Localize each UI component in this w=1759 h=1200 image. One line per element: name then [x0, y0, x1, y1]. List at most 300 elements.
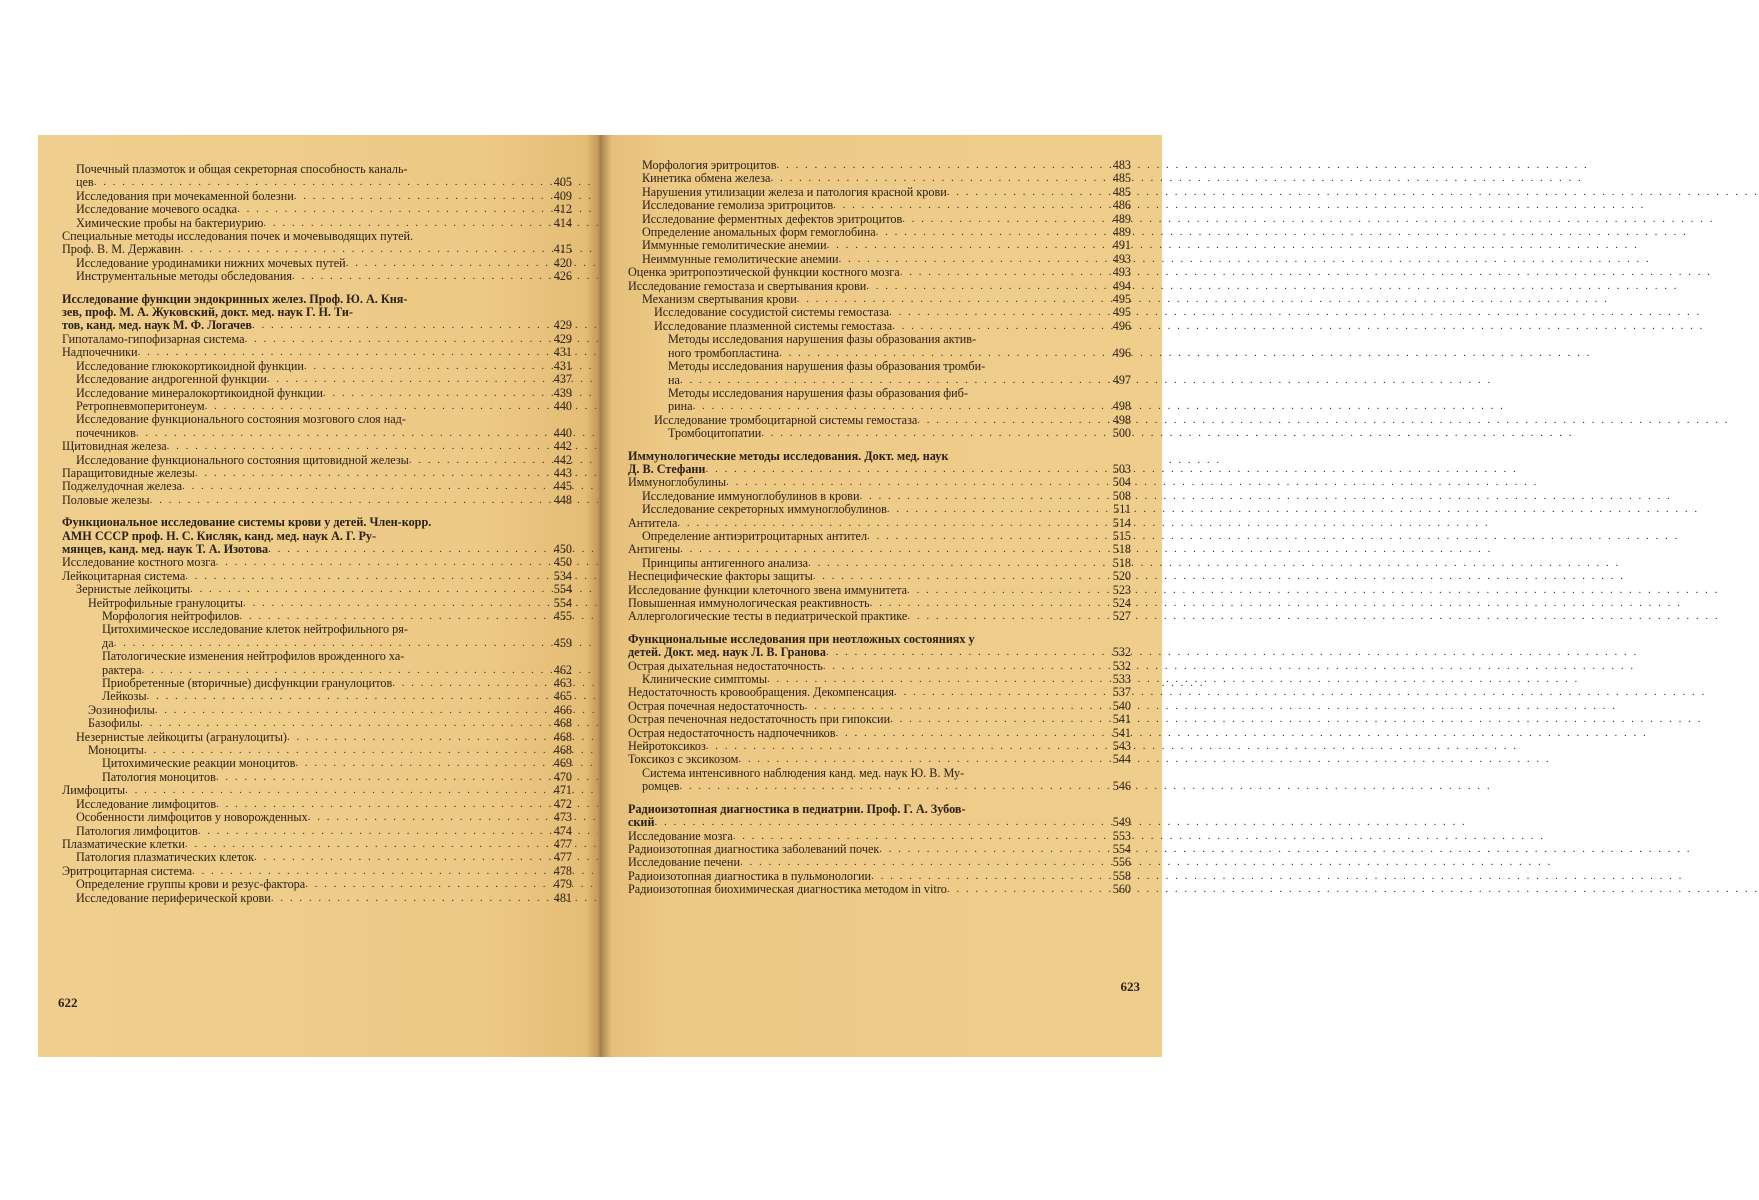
dot-leader — [947, 186, 1101, 199]
toc-entry-title: Исследование печени — [628, 855, 740, 870]
toc-entry — [62, 163, 572, 190]
toc-entry — [628, 530, 1131, 543]
toc-left — [62, 163, 572, 905]
toc-page-number: 537 — [1112, 685, 1131, 700]
toc-entry — [628, 767, 1131, 794]
toc-page-number: 558 — [1112, 868, 1131, 883]
dot-leader — [185, 570, 542, 583]
toc-page-number: 429 — [553, 331, 572, 346]
dot-leader — [947, 883, 1101, 896]
toc-page-number: 450 — [553, 541, 572, 556]
dot-leader — [295, 757, 542, 770]
toc-entry — [628, 414, 1131, 427]
toc-entry — [62, 717, 572, 730]
toc-entry-title: Исследование мочевого осадка — [76, 202, 238, 217]
toc-entry-title: Исследование гемостаза и свертывания крови — [628, 278, 867, 293]
toc-entry — [628, 490, 1131, 503]
toc-entry-title-continuation: ский — [628, 815, 655, 830]
toc-page-number: 503 — [1112, 461, 1131, 476]
toc-entry-title: Специальные методы исследования почек и мочевыводящих путей. — [62, 229, 414, 244]
toc-page-number: 440 — [553, 425, 572, 440]
dot-leader — [409, 454, 542, 467]
dot-leader — [346, 257, 542, 270]
toc-page-number: 489 — [1112, 225, 1131, 240]
toc-right — [628, 159, 1131, 897]
toc-entry — [62, 360, 572, 373]
toc-entry-title: Моноциты — [88, 743, 144, 758]
toc-page-number: 504 — [1112, 475, 1131, 490]
toc-entry-title: Острая почечная недостаточность — [628, 698, 805, 713]
dot-leader — [216, 798, 542, 811]
right-page — [598, 135, 1162, 1057]
toc-entry-title: Поджелудочная железа — [62, 479, 183, 494]
dot-leader — [294, 190, 542, 203]
toc-entry — [62, 690, 572, 703]
dot-leader — [677, 517, 1101, 530]
toc-entry-title-continuation: ного тромбопластина — [668, 345, 780, 360]
toc-entry — [628, 239, 1131, 252]
dot-leader — [726, 476, 1101, 489]
toc-page-number: 534 — [553, 568, 572, 583]
toc-entry — [628, 584, 1131, 597]
dot-leader — [823, 660, 1101, 673]
toc-entry — [62, 440, 572, 453]
toc-entry-title: Нейротоксикоз — [628, 739, 706, 754]
dot-leader — [827, 239, 1101, 252]
toc-entry — [62, 811, 572, 824]
toc-entry-title: Исследования при мочекаменной болезни — [76, 188, 294, 203]
toc-page-number: 508 — [1112, 488, 1131, 503]
dot-leader — [867, 530, 1101, 543]
dot-leader — [733, 830, 1101, 843]
toc-entry-title: Клинические симптомы — [642, 672, 768, 687]
dot-leader — [138, 346, 542, 359]
toc-entry-title-line: зев, проф. М. А. Жуковский, докт. мед. наук Г. Н. Ти- — [62, 305, 353, 320]
toc-page-number: 515 — [1112, 528, 1131, 543]
toc-entry-title: Механизм свертывания крови — [642, 292, 797, 307]
dot-leader — [243, 597, 542, 610]
dot-leader — [181, 243, 542, 256]
toc-entry — [62, 798, 572, 811]
toc-page-number: 546 — [1112, 779, 1131, 794]
dot-leader — [205, 400, 542, 413]
toc-entry — [62, 467, 572, 480]
toc-page-number: 465 — [553, 689, 572, 704]
toc-page-number: 489 — [1112, 211, 1131, 226]
toc-entry-title: Почечный плазмоток и общая секреторная способность каналь- — [76, 162, 408, 176]
dot-leader — [776, 159, 1101, 172]
toc-page-number: 415 — [553, 242, 572, 257]
toc-entry-title: Цитохимическое исследование клеток нейтрофильного ря- — [102, 622, 408, 637]
toc-entry-title: Кинетика обмена железа — [642, 171, 771, 186]
toc-entry — [628, 213, 1131, 226]
toc-entry — [628, 843, 1131, 856]
toc-entry-title: Особенности лимфоцитов у новорожденных — [76, 810, 308, 825]
toc-page-number: 442 — [553, 452, 572, 467]
toc-entry-title: Исследование иммуноглобулинов в крови — [642, 488, 860, 503]
toc-entry-title: Иммунологические методы исследования. Докт. мед. наук — [628, 448, 949, 463]
toc-page-number: 469 — [553, 756, 572, 771]
toc-entry-title: Исследование костного мозга — [62, 555, 216, 570]
toc-page-number: 479 — [553, 877, 572, 892]
dot-leader — [304, 360, 542, 373]
toc-entry — [628, 199, 1131, 212]
toc-entry — [62, 333, 572, 346]
dot-leader — [890, 713, 1101, 726]
toc-entry-title: Исследование периферической крови — [76, 890, 271, 905]
dot-leader — [392, 677, 542, 690]
toc-entry-title-continuation: мянцев, канд. мед. наук Т. А. Изотова — [62, 541, 269, 556]
toc-entry — [62, 480, 572, 493]
toc-page-number: 498 — [1112, 412, 1131, 427]
toc-entry-title: Половые железы — [62, 492, 150, 507]
toc-entry-title: Радиоизотопная диагностика в пульмонологии — [628, 868, 872, 883]
toc-entry — [62, 744, 572, 757]
toc-page-number: 496 — [1112, 318, 1131, 333]
dot-leader — [263, 217, 542, 230]
toc-entry-title-continuation: тов, канд. мед. наук М. Ф. Логачев — [62, 318, 253, 333]
dot-leader — [876, 226, 1101, 239]
toc-entry — [628, 570, 1131, 583]
toc-entry-title-continuation: рина — [668, 399, 693, 414]
toc-entry — [62, 583, 572, 596]
toc-entry — [628, 333, 1131, 360]
toc-page-number: 420 — [553, 255, 572, 270]
toc-entry-title: Эритроцитарная система — [62, 863, 193, 878]
toc-page-number: 494 — [1112, 278, 1131, 293]
toc-page-number: 540 — [1112, 698, 1131, 713]
toc-entry-title: Исследование минералокортикоидной функции — [76, 385, 323, 400]
toc-page-number: 459 — [553, 635, 572, 650]
toc-page-number: 495 — [1112, 305, 1131, 320]
toc-page-number: 468 — [553, 743, 572, 758]
toc-entry — [62, 784, 572, 797]
toc-entry — [62, 203, 572, 216]
toc-entry-title-continuation: да — [102, 635, 114, 650]
dot-leader — [125, 784, 542, 797]
toc-entry — [628, 660, 1131, 673]
toc-entry-title: Ретропневмоперитонеум — [76, 398, 205, 413]
book-gutter — [586, 135, 612, 1057]
toc-entry — [628, 597, 1131, 610]
toc-entry — [62, 677, 572, 690]
toc-entry — [62, 346, 572, 359]
toc-entry-title: Патология лимфоцитов — [76, 823, 198, 838]
toc-page-number: 498 — [1112, 399, 1131, 414]
toc-page-number: 440 — [553, 398, 572, 413]
toc-entry — [628, 753, 1131, 766]
folio-left: 622 — [58, 995, 78, 1010]
toc-page-number: 409 — [553, 188, 572, 203]
toc-page-number: 497 — [1112, 372, 1131, 387]
toc-entry — [62, 556, 572, 569]
toc-entry-title: Радиоизотопная биохимическая диагностика методом in vitro — [628, 882, 947, 897]
toc-entry-title: Неспецифические факторы защиты — [628, 569, 813, 584]
toc-entry — [628, 266, 1131, 279]
toc-entry-title: Исследование функционального состояния щитовидной железы — [76, 452, 409, 467]
toc-page-number: 477 — [553, 850, 572, 865]
toc-entry-title: Радиоизотопная диагностика в педиатрии. Проф. Г. А. Зубов- — [628, 801, 966, 816]
toc-page-number: 560 — [1112, 882, 1131, 897]
toc-entry — [62, 731, 572, 744]
toc-entry — [62, 190, 572, 203]
toc-entry-title: Методы исследования нарушения фазы образования фиб- — [668, 385, 968, 400]
toc-page-number: 486 — [1112, 198, 1131, 213]
dot-leader — [195, 467, 542, 480]
dot-leader — [144, 744, 542, 757]
toc-page-number: 554 — [1112, 841, 1131, 856]
dot-leader — [254, 851, 542, 864]
dot-leader — [167, 440, 542, 453]
toc-entry-title: Лейкоцитарная система — [62, 568, 186, 583]
toc-entry-title: Определение антиэритроцитарных антител — [642, 528, 868, 543]
toc-page-number: 483 — [1112, 158, 1131, 172]
toc-entry-title: Острая печеночная недостаточность при гипоксии — [628, 712, 891, 727]
toc-section-heading — [628, 803, 1131, 830]
toc-entry-title: Исследование функционального состояния мозгового слоя над- — [76, 412, 406, 427]
toc-entry-title-continuation: Д. В. Стефани — [628, 461, 706, 476]
toc-entry-title: Патология моноцитов — [102, 769, 216, 784]
dot-leader — [308, 811, 542, 824]
toc-entry — [628, 557, 1131, 570]
toc-entry — [62, 597, 572, 610]
toc-page-number: 481 — [553, 890, 572, 905]
toc-entry — [628, 306, 1131, 319]
toc-page-number: 485 — [1112, 171, 1131, 186]
toc-entry-title: Исследование секреторных иммуноглобулинов — [642, 502, 887, 517]
dot-leader — [887, 503, 1101, 516]
book-spread — [38, 135, 1162, 1057]
toc-entry — [628, 686, 1131, 699]
toc-entry-title: Морфология эритроцитов — [642, 158, 777, 172]
toc-page-number: 549 — [1112, 815, 1131, 830]
dot-leader — [680, 543, 1101, 556]
dot-leader — [237, 203, 542, 216]
toc-page-number: 471 — [553, 783, 572, 798]
dot-leader — [114, 637, 542, 650]
toc-entry — [62, 373, 572, 386]
toc-entry — [62, 387, 572, 400]
toc-entry-title: Паращитовидные железы — [62, 465, 195, 480]
dot-leader — [833, 199, 1101, 212]
toc-entry-title: Базофилы — [88, 716, 140, 731]
toc-page-number: 466 — [553, 702, 572, 717]
toc-entry — [62, 825, 572, 838]
dot-leader — [902, 213, 1101, 226]
toc-page-number: 533 — [1112, 672, 1131, 687]
toc-entry-title: Система интенсивного наблюдения канд. мед. наук Ю. В. Му- — [642, 765, 965, 780]
toc-page-number: 470 — [553, 769, 572, 784]
toc-entry — [62, 771, 572, 784]
dot-leader — [239, 610, 542, 623]
toc-entry-title: Лейкозы — [102, 689, 147, 704]
toc-page-number: 518 — [1112, 555, 1131, 570]
toc-page-number: 439 — [553, 385, 572, 400]
toc-page-number: 518 — [1112, 542, 1131, 557]
toc-page-number: 541 — [1112, 725, 1131, 740]
dot-leader — [268, 543, 542, 556]
toc-entry — [62, 217, 572, 230]
toc-page-number: 443 — [553, 465, 572, 480]
toc-entry-title: Недостаточность кровообращения. Декомпенсация — [628, 685, 894, 700]
toc-entry-title-continuation: детей. Докт. мед. наук Л. В. Гранова — [628, 645, 826, 660]
toc-entry — [62, 257, 572, 270]
toc-entry-title: Тромбоцитопатии — [668, 426, 762, 441]
toc-entry-title: Функциональное исследование системы крови у детей. Член-корр. — [62, 515, 432, 530]
dot-leader — [679, 780, 1101, 793]
toc-entry-title: Исследование гемолиза эритроцитов — [642, 198, 834, 213]
toc-entry-title: Нейтрофильные гранулоциты — [88, 595, 243, 610]
toc-entry-title: Исследование глюкокортикоидной функции — [76, 358, 304, 373]
dot-leader — [808, 557, 1101, 570]
toc-page-number: 554 — [553, 595, 572, 610]
toc-entry — [62, 865, 572, 878]
toc-entry-title: Приобретенные (вторичные) дисфункции гранулоцитов — [102, 676, 393, 691]
dot-leader — [779, 347, 1101, 360]
dot-leader — [147, 690, 542, 703]
toc-entry — [628, 856, 1131, 869]
dot-leader — [305, 878, 542, 891]
dot-leader — [192, 865, 542, 878]
dot-leader — [894, 686, 1101, 699]
toc-entry — [628, 159, 1131, 172]
toc-entry — [628, 360, 1131, 387]
dot-leader — [190, 583, 542, 596]
toc-entry-title: Иммуноглобулины — [628, 475, 727, 490]
dot-leader — [94, 176, 542, 189]
toc-page-number: 437 — [553, 372, 572, 387]
toc-entry-title: Исследование функции эндокринных желез. Проф. Ю. А. Кня- — [62, 291, 408, 306]
toc-entry-title: Морфология нейтрофилов — [102, 609, 240, 623]
dot-leader — [866, 280, 1101, 293]
dot-leader — [859, 490, 1101, 503]
toc-entry — [628, 727, 1131, 740]
toc-entry-title: Методы исследования нарушения фазы образования тромби- — [668, 359, 986, 374]
toc-entry-title: Исследование тромбоцитарной системы гемостаза — [654, 412, 918, 427]
toc-entry-title: Принципы антигенного анализа — [642, 555, 809, 570]
toc-entry — [62, 878, 572, 891]
toc-entry-title: Исследование мозга — [628, 828, 733, 843]
toc-entry-title-continuation: почечников — [76, 425, 136, 440]
toc-entry-title: Исследование уродинамики нижних мочевых путей — [76, 255, 346, 270]
dot-leader — [839, 253, 1101, 266]
toc-page-number: 500 — [1112, 426, 1131, 441]
toc-entry — [628, 830, 1131, 843]
toc-page-number: 468 — [553, 729, 572, 744]
toc-entry — [628, 172, 1131, 185]
toc-entry-title: Патологические изменения нейтрофилов врожденного ха- — [102, 649, 405, 664]
dot-leader — [826, 646, 1101, 659]
toc-entry-title: Определение группы крови и резус-фактора — [76, 877, 306, 892]
toc-entry — [62, 494, 572, 507]
toc-section-heading — [62, 516, 572, 556]
dot-leader — [871, 870, 1101, 883]
dot-leader — [805, 700, 1101, 713]
dot-leader — [693, 400, 1101, 413]
toc-entry-title: Иммунные гемолитические анемии — [642, 238, 827, 253]
toc-entry — [628, 700, 1131, 713]
dot-leader — [185, 838, 542, 851]
toc-entry-title: Надпочечники — [62, 345, 138, 360]
toc-entry-title-continuation: ромцев — [642, 779, 680, 794]
toc-entry-title-line: АМН СССР проф. Н. С. Кисляк, канд. мед. наук А. Г. Ру- — [62, 528, 377, 543]
toc-entry — [62, 704, 572, 717]
dot-leader — [900, 266, 1101, 279]
dot-leader — [870, 597, 1101, 610]
dot-leader — [287, 731, 542, 744]
dot-leader — [654, 816, 1101, 829]
toc-page-number: 414 — [553, 215, 572, 230]
toc-entry-title: Повышенная иммунологическая реактивность — [628, 596, 870, 610]
toc-entry — [62, 623, 572, 650]
toc-page-number: 468 — [553, 716, 572, 731]
dot-leader — [292, 270, 542, 283]
toc-entry-title: Исследование ферментных дефектов эритроцитов — [642, 211, 903, 226]
dot-leader — [142, 664, 542, 677]
toc-page-number: 532 — [1112, 645, 1131, 660]
toc-page-number: 463 — [553, 676, 572, 691]
toc-entry — [628, 280, 1131, 293]
toc-entry-title: Острая недостаточность надпочечников — [628, 725, 836, 740]
toc-entry — [628, 476, 1131, 489]
toc-entry — [628, 883, 1131, 896]
toc-entry-title-continuation: на — [668, 372, 680, 387]
dot-leader — [271, 892, 542, 905]
dot-leader — [813, 570, 1101, 583]
toc-entry-title: Определение аномальных форм гемоглобина — [642, 225, 876, 240]
toc-entry — [62, 757, 572, 770]
toc-page-number: 524 — [1112, 596, 1131, 610]
toc-entry-title: Оценка эритропоэтической функции костного мозга — [628, 265, 900, 280]
dot-leader — [155, 704, 542, 717]
toc-entry-title: Щитовидная железа — [62, 439, 167, 454]
toc-entry — [62, 570, 572, 583]
dot-leader — [797, 293, 1101, 306]
toc-entry — [62, 413, 572, 440]
toc-entry — [628, 293, 1131, 306]
toc-entry — [62, 270, 572, 283]
toc-page-number: 450 — [553, 555, 572, 570]
toc-entry-title: Радиоизотопная диагностика заболеваний почек — [628, 841, 880, 856]
toc-entry — [62, 650, 572, 677]
dot-leader — [706, 740, 1101, 753]
toc-page-number: 495 — [1112, 292, 1131, 307]
toc-page-number: 445 — [553, 479, 572, 494]
toc-entry — [62, 838, 572, 851]
dot-leader — [738, 753, 1101, 766]
toc-page-number: 514 — [1112, 515, 1131, 530]
toc-page-number: 442 — [553, 439, 572, 454]
toc-entry-title: Антитела — [628, 515, 678, 530]
toc-entry-title: Патология плазматических клеток — [76, 850, 254, 865]
toc-page-number: 544 — [1112, 752, 1131, 767]
toc-entry — [628, 673, 1131, 686]
dot-leader — [150, 494, 542, 507]
toc-page-number: 473 — [553, 810, 572, 825]
dot-leader — [252, 319, 542, 332]
dot-leader — [136, 427, 542, 440]
toc-page-number: 511 — [1113, 502, 1131, 517]
toc-entry-title: Нарушения утилизации железа и патология красной крови — [642, 184, 947, 199]
toc-entry-title: Инструментальные методы обследования — [76, 269, 292, 284]
toc-entry — [62, 892, 572, 905]
toc-page-number: 472 — [553, 796, 572, 811]
toc-page-number: 405 — [553, 175, 572, 190]
dot-leader — [836, 727, 1101, 740]
dot-leader — [140, 717, 542, 730]
toc-entry-title-continuation: цев — [76, 175, 94, 190]
folio-right: 623 — [1120, 979, 1140, 994]
